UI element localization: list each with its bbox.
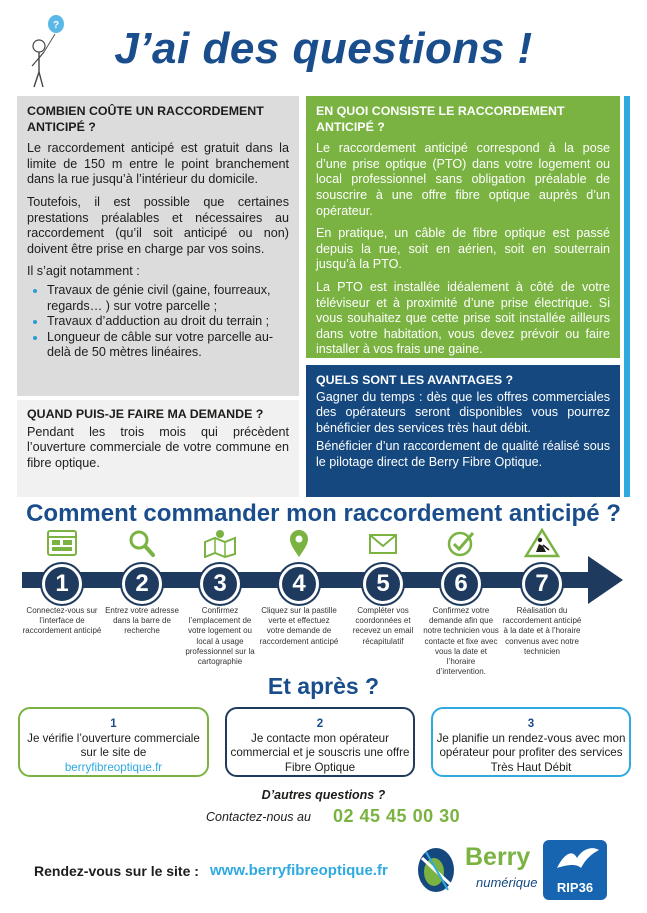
after-card-text: Je contacte mon opérateur commercial et je souscris une offre Fibre Optique [230,731,410,774]
after-card-number: 1 [110,717,117,730]
after-card-1 [18,707,209,777]
step-number: 5 [363,564,403,604]
what-paragraph-3: La PTO est installée idéalement à côté de votre téléviseur et à proximité d’une prise électrique. Si vous souhaitez que cette prise soit installée ailleurs dans votre habitation, vous devez prévoir ou faire installer à vos frais une gaine. [316,279,610,357]
timeline-arrow-icon [588,556,623,604]
cost-paragraph-3: Il s’agit notamment : [27,264,140,279]
cost-info-box [17,96,299,396]
step-number: 3 [200,564,240,604]
step-number: 2 [122,564,162,604]
step-number: 6 [441,564,481,604]
what-paragraph-1: Le raccordement anticipé correspond à la pose d’une prise optique (PTO) dans votre logement ou local professionnel sans obligation préalable de souscrire à une offre fibre optique auprès d’un opérateur. [316,141,610,218]
berry-logo-name: Berry [465,843,531,871]
envelope-icon [365,528,401,558]
what-paragraph-2: En pratique, un câble de fibre optique est passé depuis la rue, soit en aérien, soit en souterrain jusqu’à la PTO. [316,226,610,272]
cost-bullet: • Travaux de génie civil (gaine, fourreaux, regards… ) sur votre parcelle ; [47,283,289,314]
benefits-info-box [306,365,620,497]
location-pin-icon [281,528,317,558]
step-description: Entrez votre adresse dans la barre de recherche [105,606,179,636]
after-card-3 [431,707,631,777]
cost-paragraph-1: Le raccordement anticipé est gratuit dans la limite de 150 m entre le point branchement dans la rue jusqu’à l’intérieur du domicile. [27,141,289,187]
cost-bullet: • Travaux d’adduction au droit du terrain ; [47,314,289,330]
step-description: Réalisation du raccordement anticipé à la date et à l’horaire convenus avec notre technicien [502,606,582,656]
after-card-text: Je planifie un rendez-vous avec mon opérateur pour profiter des services Très Haut Débit [436,731,626,774]
visit-site-label: Rendez-vous sur le site : [34,863,199,879]
step-description: Compléter vos coordonnées et recevez un email récapitulatif [352,606,414,646]
step-number: 7 [522,564,562,604]
step-description: Cliquez sur la pastille verte et effectuez votre demande de raccordement anticipé [259,606,339,646]
cost-bullet-list [27,283,289,361]
side-accent-stripe [624,96,630,497]
contact-label: Contactez-nous au [206,810,311,824]
page-title: J’ai des questions ! [114,24,533,73]
after-card-text: Je vérifie l’ouverture commerciale sur le site de [27,731,200,759]
site-link[interactable]: berryfibreoptique.fr [64,760,163,774]
benefits-heading: QUELS SONT LES AVANTAGES ? [316,373,514,387]
roadworks-icon [524,528,560,558]
cost-heading: COMBIEN COÛTE UN RACCORDEMENT ANTICIPÉ ? [27,104,264,134]
benefits-paragraph-1: Gagner du temps : dès que les offres commerciales des opérateurs seront disponibles vous pourrez bénéficier des services très haut débit. [316,389,610,435]
map-icon [202,528,238,558]
after-card-2 [225,707,415,777]
bird-icon [543,840,607,880]
cost-bullet: • Longueur de câble sur votre parcelle au-delà de 50 mètres linéaires. [47,330,289,361]
after-card-number: 2 [316,717,324,730]
svg-text:?: ? [53,20,60,31]
what-info-box [306,96,620,358]
what-heading: EN QUOI CONSISTE LE RACCORDEMENT ANTICIPÉ ? [316,104,565,134]
step-number: 4 [279,564,319,604]
benefits-paragraph-2: Bénéficier d’un raccordement de qualité réalisé sous le pilotage direct de Berry Fibre Optique. [316,439,610,469]
rip36-logo-text: RIP36 [556,880,594,895]
step-description: Connectez-vous sur l’interface de raccordement anticipé [22,606,102,636]
check-icon [443,528,479,558]
when-info-box [17,400,299,497]
web-page-icon [44,528,80,558]
berry-logo-subtitle: numérique [476,875,538,890]
site-url-link[interactable]: www.berryfibreoptique.fr [210,862,388,879]
step-description: Confirmez l’emplacement de votre logement ou local à usage professionnel sur la cartographie [185,606,255,667]
after-title: Et après ? [267,673,380,699]
phone-number[interactable]: 02 45 45 00 30 [333,806,461,826]
search-icon [124,528,160,558]
cost-paragraph-2: Toutefois, il est possible que certaines prestations préalables et nécessaires au raccordement (qu’il soit anticipé ou non) doivent être prise en charge par vos soins. [27,194,289,256]
other-questions-label: D’autres questions ? [261,788,386,802]
after-card-number: 3 [527,717,535,730]
when-text: Pendant les trois mois qui précèdent l’ouverture commerciale de votre commune en fibre optique. [27,424,289,470]
step-description: Confirmez votre demande afin que notre technicien vous contacte et fixe avec vous la date et l’horaire d’intervention. [423,606,499,677]
step-number: 1 [42,564,82,604]
when-heading: QUAND PUIS-JE FAIRE MA DEMANDE ? [27,407,264,421]
steps-title: Comment commander mon raccordement anticipé ? [26,500,621,527]
